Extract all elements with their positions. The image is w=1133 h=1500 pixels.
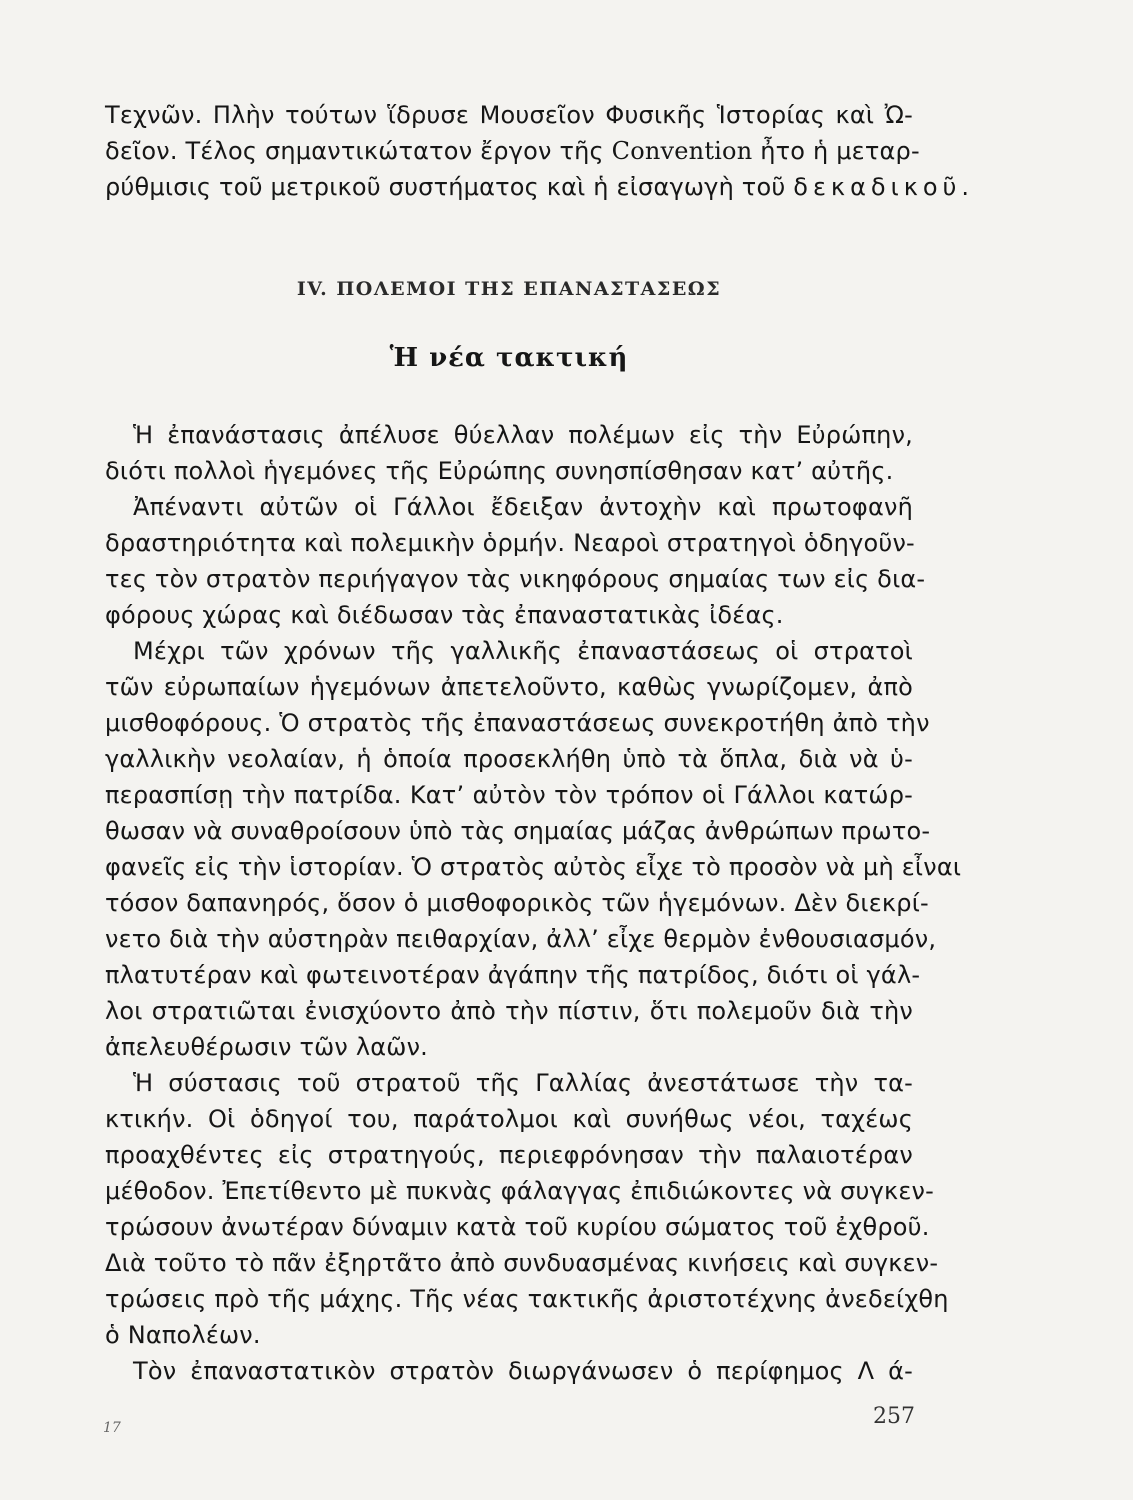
- text-fragment: ἦτο ἡ μεταρ-: [752, 137, 920, 165]
- text-line: περασπίσῃ τὴν πατρίδα. Κατ’ αὐτὸν τὸν τρόπον οἱ Γάλλοι κατώρ-: [105, 781, 913, 809]
- text-line: μισθοφόρους. Ὁ στρατὸς τῆς ἐπαναστάσεως συνεκροτήθη ἀπὸ τὴν: [105, 709, 930, 737]
- text-line: ἀπελευθέρωσιν τῶν λαῶν.: [105, 1033, 428, 1061]
- text-line: Τεχνῶν. Πλὴν τούτων ἵδρυσε Μουσεῖον Φυσικῆς Ἱστορίας καὶ Ὠ-: [105, 101, 913, 129]
- emphasized-word: δεκαδικοῦ.: [793, 173, 975, 201]
- text-line: φανεῖς εἰς τὴν ἱστορίαν. Ὁ στρατὸς αὐτὸς εἶχε τὸ προσὸν νὰ μὴ εἶναι: [105, 853, 962, 881]
- text-line: [105, 169, 975, 205]
- text-line: θωσαν νὰ συναθροίσουν ὑπὸ τὰς σημαίας μάζας ἀνθρώπων πρωτο-: [105, 817, 931, 845]
- text-line: μέθοδον. Ἐπετίθεντο μὲ πυκνὰς φάλαγγας ἐπιδιώκοντες νὰ συγκεν-: [105, 1177, 934, 1205]
- text-line: τρώσεις πρὸ τῆς μάχης. Τῆς νέας τακτικῆς ἀριστοτέχνης ἀνεδείχθη: [105, 1285, 949, 1313]
- text-line: κτικήν. Οἱ ὁδηγοί του, παράτολμοι καὶ συνήθως νέοι, ταχέως: [105, 1105, 913, 1133]
- text-line: διότι πολλοὶ ἡγεμόνες τῆς Εὐρώπης συνησπίσθησαν κατ’ αὐτῆς.: [105, 457, 894, 485]
- text-line: γαλλικὴν νεολαίαν, ἡ ὁποία προσεκλήθη ὑπὸ τὰ ὅπλα, διὰ νὰ ὑ-: [105, 745, 913, 773]
- paragraph-first-line: Τὸν ἐπαναστατικὸν στρατὸν διωργάνωσεν ὁ περίφημος Λ ά-: [133, 1357, 913, 1385]
- paragraph-first-line: Μέχρι τῶν χρόνων τῆς γαλλικῆς ἐπαναστάσεως οἱ στρατοὶ: [133, 637, 913, 665]
- text-line: νετο διὰ τὴν αὐστηρὰν πειθαρχίαν, ἀλλ’ εἶχε θερμὸν ἐνθουσιασμόν,: [105, 925, 937, 953]
- text-line: [105, 133, 920, 169]
- signature-mark: 17: [103, 1420, 121, 1436]
- text-line: τρώσουν ἀνωτέραν δύναμιν κατὰ τοῦ κυρίου σώματος τοῦ ἐχθροῦ.: [105, 1213, 930, 1241]
- paragraph-first-line: Ἀπέναντι αὐτῶν οἱ Γάλλοι ἔδειξαν ἀντοχὴν καὶ πρωτοφανῆ: [133, 493, 913, 521]
- text-line: τῶν εὐρωπαίων ἡγεμόνων ἀπετελοῦντο, καθὼς γνωρίζομεν, ἀπὸ: [105, 673, 913, 701]
- text-line: πλατυτέραν καὶ φωτεινοτέραν ἀγάπην τῆς πατρίδος, διότι οἱ γάλ-: [105, 961, 921, 989]
- subheading: Ἡ νέα τακτική: [389, 343, 629, 373]
- text-line: ὁ Ναπολέων.: [105, 1321, 261, 1349]
- page-number: 257: [873, 1404, 915, 1429]
- text-line: Διὰ τοῦτο τὸ πᾶν ἐξηρτᾶτο ἀπὸ συνδυασμένας κινήσεις καὶ συγκεν-: [105, 1249, 939, 1277]
- section-heading: IV. ΠΟΛΕΜΟΙ ΤΗΣ ΕΠΑΝΑΣΤΑΣΕΩΣ: [296, 278, 722, 300]
- text-line: τες τὸν στρατὸν περιήγαγον τὰς νικηφόρους σημαίας των εἰς δια-: [105, 565, 926, 593]
- text-fragment: δεῖον. Τέλος σημαντικώτατον ἔργον τῆς: [105, 137, 612, 165]
- paragraph-first-line: Ἡ ἐπανάστασις ἀπέλυσε θύελλαν πολέμων εἰς τὴν Εὐρώπην,: [133, 421, 913, 449]
- text-line: προαχθέντες εἰς στρατηγούς, περιεφρόνησαν τὴν παλαιοτέραν: [105, 1141, 913, 1169]
- text-line: δραστηριότητα καὶ πολεμικὴν ὁρμήν. Νεαροὶ στρατηγοὶ ὁδηγοῦν-: [105, 529, 915, 557]
- paragraph-first-line: Ἡ σύστασις τοῦ στρατοῦ τῆς Γαλλίας ἀνεστάτωσε τὴν τα-: [133, 1069, 913, 1097]
- text-line: φόρους χώρας καὶ διέδωσαν τὰς ἐπαναστατικὰς ἰδέας.: [105, 601, 784, 629]
- text-line: τόσον δαπανηρός, ὅσον ὁ μισθοφορικὸς τῶν ἡγεμόνων. Δὲν διεκρί-: [105, 889, 929, 917]
- text-fragment: ρύθμισις τοῦ μετρικοῦ συστήματος καὶ ἡ εἰσαγωγὴ τοῦ: [105, 173, 794, 201]
- text-line: λοι στρατιῶται ἐνισχύοντο ἀπὸ τὴν πίστιν, ὅτι πολεμοῦν διὰ τὴν: [105, 997, 913, 1025]
- convention-term: Convention: [611, 137, 753, 165]
